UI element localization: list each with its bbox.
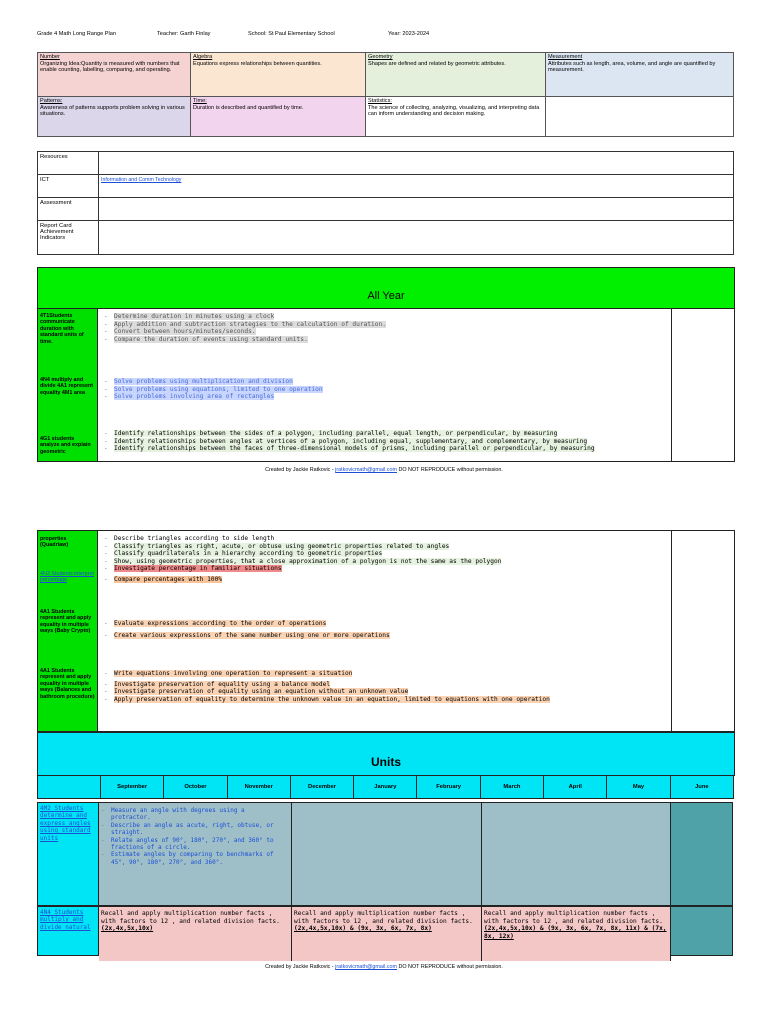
multiply-cell-1: Recall and apply multiplication number facts , with factors to 12 , and related division facts. (2x,4x,5x,10x) xyxy=(99,907,292,961)
multiply-cell-2: Recall and apply multiplication number facts , with factors to 12 , and related division facts. (2x,4x,5x,10x) & (9x, 3x, 6x, 7x, 8x) xyxy=(292,907,482,961)
label-divider xyxy=(97,309,98,461)
strand-time: Time: Duration is described and quantified by time. xyxy=(191,97,366,137)
outcome-label-baby-crypto: 4A1 Students represent and apply equality in multiple ways (Baby Crypto) xyxy=(40,609,92,635)
footer-email-link[interactable]: jratkovicmath@gmail.com xyxy=(335,964,397,970)
time-outcomes-list xyxy=(102,313,386,343)
list-item: - Apply preservation of equality to determine the unknown value in an equation, limited to equations with one operation xyxy=(102,696,550,704)
teacher-name: Teacher: Garth Finlay xyxy=(157,31,211,37)
school-name: School: St Paul Elementary School xyxy=(248,31,335,37)
unit-cell-empty xyxy=(292,803,482,905)
month-header: May xyxy=(607,776,670,799)
angles-outcome-link[interactable]: 4M2 Students determine and express angles using standard units xyxy=(40,805,91,842)
list-item: - Compare the duration of events using standard units. xyxy=(102,336,386,344)
ict-link[interactable]: Information and Comm Technology xyxy=(101,177,182,183)
list-item: - Measure an angle with degrees using a protractor. xyxy=(99,807,281,822)
months-header xyxy=(37,775,734,799)
footer-email-link[interactable]: jratkovicmath@gmail.com xyxy=(335,467,397,473)
month-header: March xyxy=(480,776,543,799)
list-item: - Investigate percentage in familiar situations xyxy=(102,565,501,573)
school-year: Year: 2023-2024 xyxy=(388,31,430,37)
month-header: December xyxy=(290,776,353,799)
report-card-label: Report Card Achievement Indicators xyxy=(38,221,99,255)
strand-measurement: Measurement Attributes such as length, area, volume, and angle are quantified by measurement. xyxy=(546,53,734,97)
month-header: January xyxy=(354,776,417,799)
list-item: - Apply addition and subtraction strategies to the calculation of duration. xyxy=(102,321,386,329)
list-item: - Classify quadrilaterals in a hierarchy according to geometric properties xyxy=(102,550,501,558)
list-item: - Describe triangles according to side length xyxy=(102,535,501,543)
list-item: - Classify triangles as right, acute, or obtuse using geometric properties related to angles xyxy=(102,543,501,551)
list-item: - Investigate preservation of equality using an equation without an unknown value xyxy=(102,688,550,696)
list-item: - Create various expressions of the same number using one or more operations xyxy=(102,632,390,640)
units-label-cell xyxy=(38,803,99,905)
ict-value xyxy=(99,175,734,198)
month-header: November xyxy=(227,776,290,799)
list-item: - Convert between hours/minutes/seconds. xyxy=(102,328,386,336)
strand-empty xyxy=(546,97,734,137)
strand-geometry: Geometry Shapes are defined and related by geometric attributes. xyxy=(366,53,546,97)
all-year-title: All Year xyxy=(37,267,735,309)
list-item: - Evaluate expressions according to the order of operations xyxy=(102,620,390,628)
strand-number: Number Organizing Idea:Quantity is measured with numbers that enable counting, labelling, comparing, and operating. xyxy=(38,53,191,97)
column-divider xyxy=(671,309,672,461)
units-label-cell xyxy=(38,907,99,955)
list-item: - Identify relationships between angles at vertices of a polygon, including equal, supplementary, and complementary, by measuring xyxy=(102,438,595,446)
page2-body xyxy=(37,530,735,732)
strand-patterns: Patterns: Awareness of patterns supports problem solving in various situations. xyxy=(38,97,191,137)
assessment-label: Assessment xyxy=(38,198,99,221)
report-card-value xyxy=(99,221,734,255)
outcome-label-time: 4T1Students communicate duration with standard units of time. xyxy=(40,313,84,345)
strand-algebra: Algebra Equations express relationships between quantities. xyxy=(191,53,366,97)
list-item: - Describe an angle as acute, right, obtuse, or straight. xyxy=(99,822,281,837)
month-header: April xyxy=(544,776,607,799)
multiply-outcome-link[interactable]: 4N4 Students multiply and divide natural xyxy=(40,909,91,931)
geometry-outcomes-list xyxy=(102,430,595,453)
list-item: - Determine duration in minutes using a clock xyxy=(102,313,386,321)
outcome-label-properties: properties (Quadriaw) xyxy=(40,536,69,549)
month-header: September xyxy=(101,776,164,799)
assessment-value xyxy=(99,198,734,221)
angles-unit-cell xyxy=(99,803,292,905)
resources-value xyxy=(99,152,734,175)
list-item: - Solve problems using equations, limited to one operation xyxy=(102,386,323,394)
label-divider xyxy=(97,531,98,731)
column-divider xyxy=(671,531,672,731)
unit-cell-empty xyxy=(482,803,671,905)
ict-label: ICT xyxy=(38,175,99,198)
units-row-angles xyxy=(37,802,733,906)
list-item: - Investigate preservation of equality using a balance model xyxy=(102,681,550,689)
list-item: - Solve problems using multiplication and division xyxy=(102,378,323,386)
footer-credit: Created by Jackie Ratkovic - jratkovicmath@gmail.com DO NOT REPRODUCE without permission. xyxy=(265,467,503,473)
month-header: June xyxy=(670,776,733,799)
multiply-cell-3: Recall and apply multiplication number facts , with factors to 12 , and related division facts. (2x,4x,5x,10x) & (9x, 3x, 6x, 7x, 8x, 11x) & (7x, 8x, 12x) xyxy=(482,907,671,961)
units-title: Units xyxy=(37,732,735,776)
list-item: - Compare percentages with 100% xyxy=(102,576,501,584)
multiply-outcomes-list xyxy=(102,378,323,401)
strands-table xyxy=(37,52,734,137)
month-header: February xyxy=(417,776,480,799)
list-item: - Identify relationships between the sides of a polygon, including parallel, equal length, or perpendicular, by measuring xyxy=(102,430,595,438)
list-item: - Estimate angles by comparing to benchmarks of 45°, 90°, 180°, 270°, and 360°. xyxy=(99,851,281,866)
strand-statistics: Statistics: The science of collecting, analyzing, visualizing, and interpreting data can inform understanding and decision making. xyxy=(366,97,546,137)
list-item: - Write equations involving one operation to represent a situation xyxy=(102,670,550,678)
unit-cell-june xyxy=(671,907,732,955)
footer-credit-2: Created by Jackie Ratkovic - jratkovicmath@gmail.com DO NOT REPRODUCE without permission. xyxy=(265,964,503,970)
unit-cell-june xyxy=(671,803,732,905)
list-item: - Identify relationships between the faces of three-dimensional models of prisms, including parallel or perpendicular, by measuring xyxy=(102,445,595,453)
month-label-spacer xyxy=(38,776,101,799)
angles-items-list xyxy=(99,803,291,866)
outcome-label-percentage[interactable]: 4N3 Students interpret percentage xyxy=(40,571,94,584)
properties-outcomes-list xyxy=(102,535,501,584)
outcome-label-multiply: 4N4 multiply and divide 4A1 represent equality 4M1 area xyxy=(40,377,94,396)
resources-table xyxy=(37,151,734,255)
units-row-multiply xyxy=(37,906,733,956)
outcome-label-balances: 4A1 Students represent and apply equality in multiple ways (Balances and bathroom procedure) xyxy=(40,668,95,700)
month-header: October xyxy=(164,776,227,799)
baby-crypto-outcomes-list xyxy=(102,620,390,639)
all-year-body xyxy=(37,308,735,462)
plan-title: Grade 4 Math Long Range Plan xyxy=(37,31,116,37)
list-item: - Show, using geometric properties, that a close approximation of a polygon is not the same as the polygon xyxy=(102,558,501,566)
outcome-label-geometry: 4G1 students analyze and explain geometric xyxy=(40,436,91,455)
list-item: - Relate angles of 90°, 180°, 270°, and 360° to fractions of a circle. xyxy=(99,837,281,852)
balances-outcomes-list xyxy=(102,670,550,703)
resources-label: Resources xyxy=(38,152,99,175)
list-item: - Solve problems involving area of rectangles xyxy=(102,393,323,401)
